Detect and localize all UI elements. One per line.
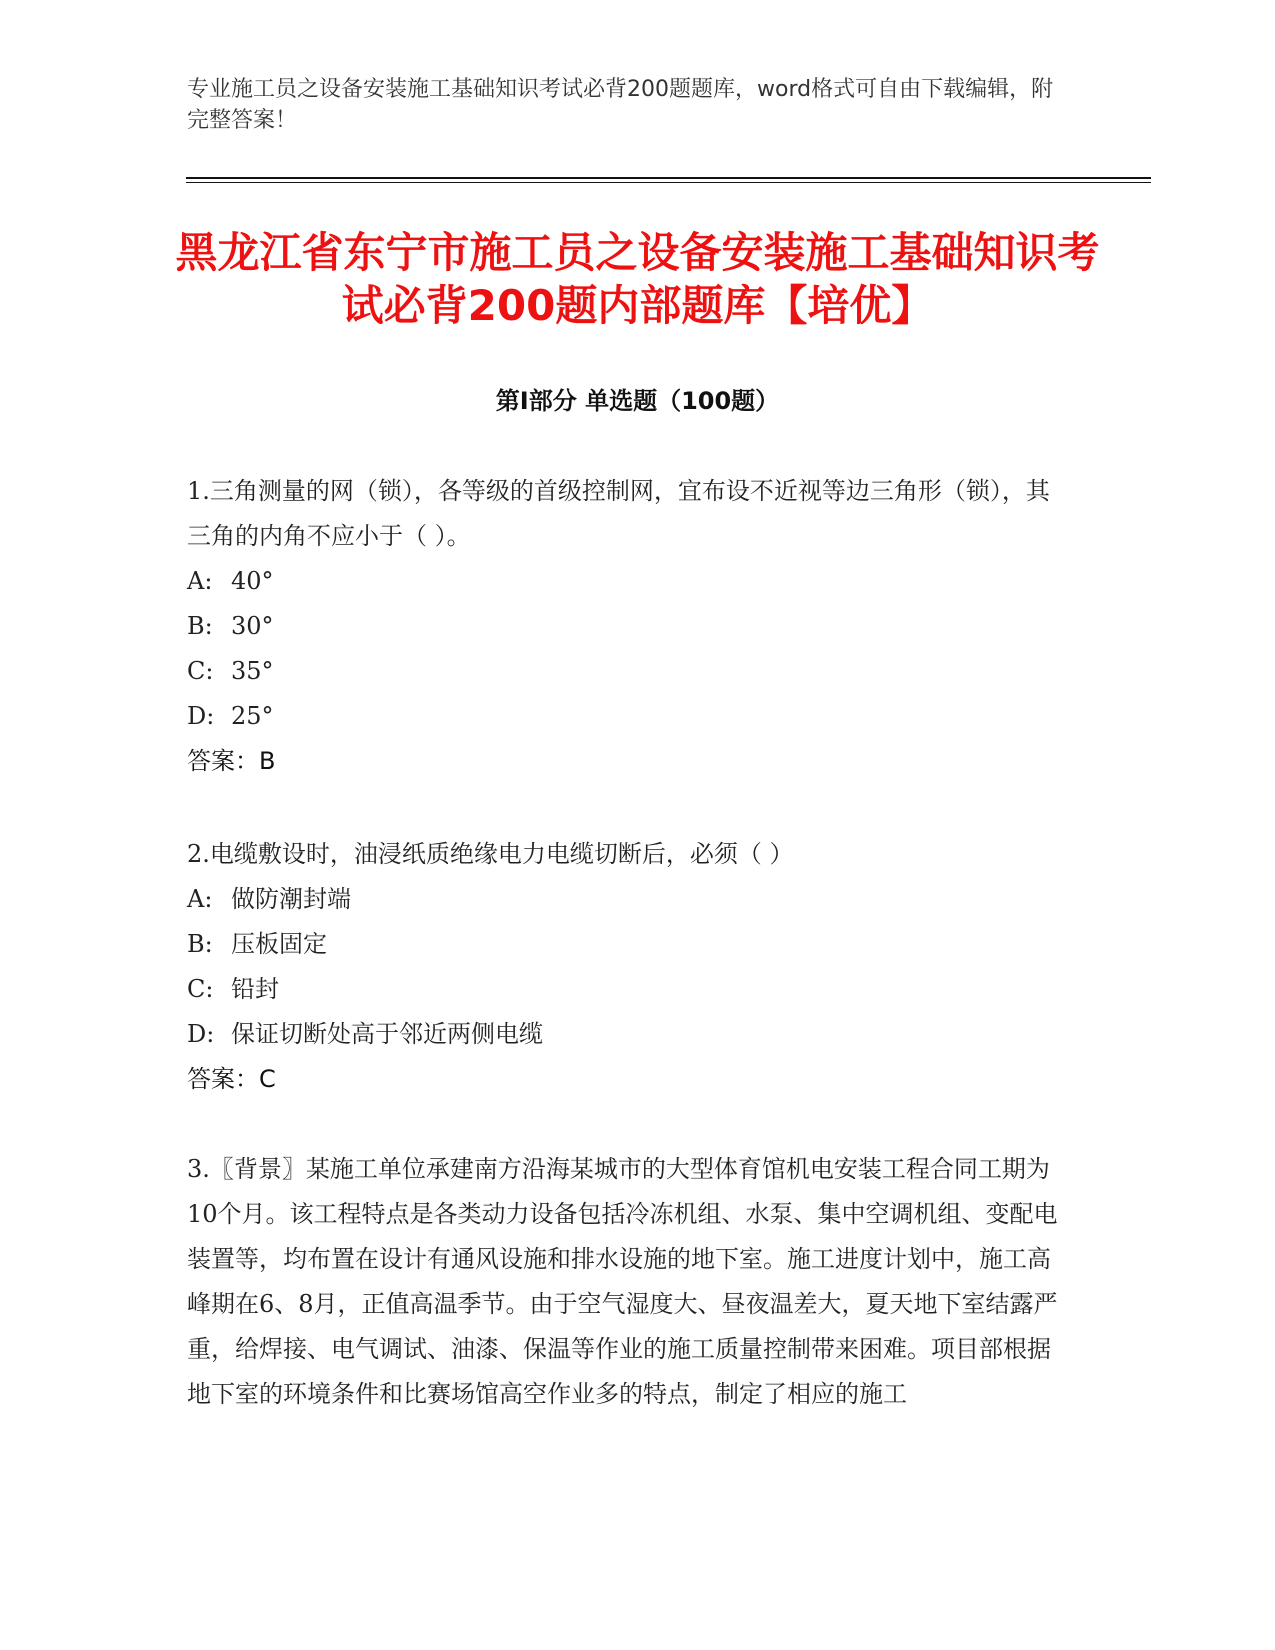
- option-letter: C:: [187, 657, 214, 685]
- option-text: 做防潮封端: [231, 885, 351, 913]
- option-c: [187, 967, 1067, 1012]
- option-letter: D:: [187, 1020, 215, 1048]
- option-a: [187, 877, 1067, 922]
- header-divider-thick: [186, 177, 1151, 179]
- option-text: 35°: [231, 657, 274, 685]
- question-text: 3.〖背景〗某施工单位承建南方沿海某城市的大型体育馆机电安装工程合同工期为10个月。该工程特点是各类动力设备包括冷冻机组、水泵、集中空调机组、变配电装置等，均布置在设计有通风设施和排水设施的地下室。施工进度计划中，施工高峰期在6、8月，正值高温季节。由于空气湿度大、昼夜温差大，夏天地下室结露严重，给焊接、电气调试、油漆、保温等作业的施工质量控制带来困难。项目部根据地下室的环境条件和比赛场馆高空作业多的特点，制定了相应的施工: [187, 1155, 1058, 1408]
- header-divider-thin: [186, 182, 1151, 183]
- option-b: [187, 922, 1067, 967]
- option-text: 铅封: [231, 975, 279, 1003]
- option-letter: A:: [187, 885, 213, 913]
- option-text: 30°: [231, 612, 274, 640]
- option-d: [187, 694, 1067, 739]
- question-text: 1.三角测量的网（锁），各等级的首级控制网，宜布设不近视等边三角形（锁），其三角的内角不应小于（ ）。: [187, 477, 1050, 550]
- option-text: 40°: [231, 567, 274, 595]
- document-title: 黑龙江省东宁市施工员之设备安装施工基础知识考试必背200题内部题库【培优】: [175, 228, 1100, 330]
- option-letter: B:: [187, 612, 213, 640]
- question-2: [187, 832, 1067, 1102]
- option-text: 25°: [231, 702, 274, 730]
- option-letter: D:: [187, 702, 215, 730]
- question-3: [187, 1147, 1067, 1417]
- option-text: 压板固定: [231, 930, 327, 958]
- section-heading: 第I部分 单选题（100题）: [495, 387, 780, 415]
- answer: 答案：B: [187, 747, 276, 775]
- option-d: [187, 1012, 1067, 1057]
- question-text: 2.电缆敷设时，油浸纸质绝缘电力电缆切断后，必须（ ）: [187, 840, 794, 868]
- option-a: [187, 559, 1067, 604]
- option-letter: B:: [187, 930, 213, 958]
- option-text: 保证切断处高于邻近两侧电缆: [231, 1020, 543, 1048]
- answer: 答案：C: [187, 1065, 276, 1093]
- header-note: 专业施工员之设备安装施工基础知识考试必背200题题库，word格式可自由下载编辑，附完整答案！: [187, 77, 1054, 133]
- option-letter: A:: [187, 567, 213, 595]
- option-letter: C:: [187, 975, 214, 1003]
- question-1: [187, 469, 1067, 784]
- option-b: [187, 604, 1067, 649]
- option-c: [187, 649, 1067, 694]
